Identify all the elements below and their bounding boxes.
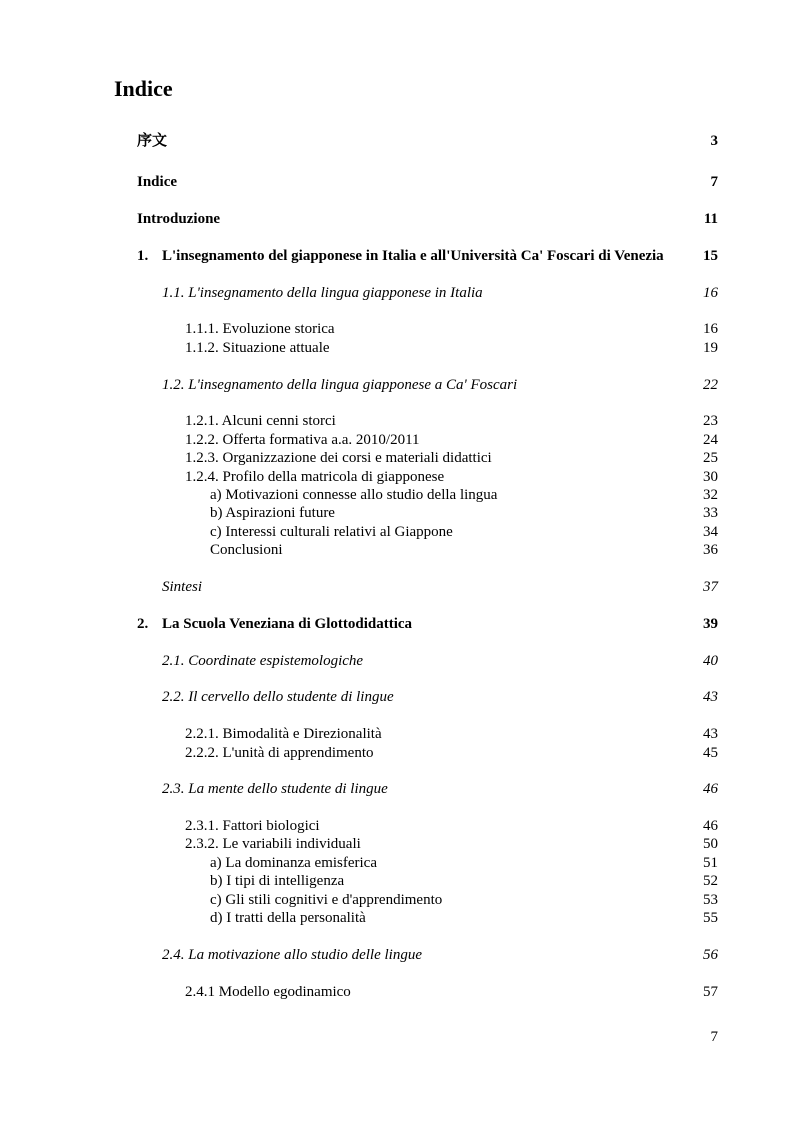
- chapter-number: 1.: [137, 248, 149, 264]
- toc-subsection[interactable]: [0, 816, 718, 836]
- toc-entry[interactable]: [0, 209, 718, 229]
- toc-entry-page: 56: [703, 947, 718, 963]
- toc-section[interactable]: [0, 687, 718, 707]
- chapter-number: 2.: [137, 616, 149, 632]
- toc-item[interactable]: [0, 522, 718, 542]
- toc-item[interactable]: [0, 871, 718, 891]
- toc-entry-page: 37: [703, 579, 718, 595]
- toc-entry-label: Introduzione: [137, 211, 221, 227]
- toc-section[interactable]: [0, 779, 718, 799]
- toc-entry-label: 1.2.1. Alcuni cenni storci: [185, 413, 336, 429]
- toc-entry-label: 1.1.1. Evoluzione storica: [185, 321, 335, 337]
- toc-item[interactable]: [0, 503, 718, 523]
- toc-entry-label: 2.3.2. Le variabili individuali: [185, 836, 361, 852]
- toc-entry-page: 51: [703, 855, 718, 871]
- toc-entry-page: 53: [703, 892, 718, 908]
- toc-entry-page: 46: [703, 781, 718, 797]
- toc-section[interactable]: [0, 577, 718, 597]
- toc-entry[interactable]: [0, 131, 718, 151]
- toc-entry-page: 25: [703, 450, 718, 466]
- toc-item[interactable]: [0, 540, 718, 560]
- page-number: 7: [710, 1029, 718, 1045]
- toc-item[interactable]: [0, 908, 718, 928]
- toc-item[interactable]: [0, 485, 718, 505]
- toc-entry-label: 2.4. La motivazione allo studio delle lingue: [162, 947, 422, 963]
- toc-entry-page: 57: [703, 984, 718, 1000]
- toc-entry-page: 39: [703, 616, 718, 632]
- toc-item[interactable]: [0, 853, 718, 873]
- toc-entry-page: 30: [703, 469, 718, 485]
- toc-subsection[interactable]: [0, 724, 718, 744]
- toc-chapter-2[interactable]: [0, 614, 718, 634]
- toc-entry-page: 7: [710, 174, 718, 190]
- toc-entry-label: 序文: [137, 133, 168, 149]
- toc-subsection[interactable]: [0, 411, 718, 431]
- toc-entry-label: 2.3. La mente dello studente di lingue: [162, 781, 388, 797]
- chapter-title: La Scuola Veneziana di Glottodidattica: [162, 616, 413, 632]
- toc-entry-page: 11: [703, 211, 718, 227]
- toc-entry-label: c) Gli stili cognitivi e d'apprendimento: [210, 892, 443, 908]
- page-title: Indice: [114, 76, 173, 101]
- toc-subsection[interactable]: [0, 834, 718, 854]
- toc-entry-label: a) Motivazioni connesse allo studio della lingua: [210, 487, 498, 503]
- toc-entry-label: 1.2. L'insegnamento della lingua giapponese a Ca' Foscari: [162, 377, 518, 393]
- toc-section[interactable]: [0, 945, 718, 965]
- toc-entry-label: 1.1.2. Situazione attuale: [185, 340, 330, 356]
- toc-entry-label: Sintesi: [162, 579, 202, 595]
- toc-subsection[interactable]: [0, 743, 718, 763]
- toc-entry-label: [137, 246, 664, 266]
- toc-entry-label: 2.2. Il cervello dello studente di lingue: [162, 689, 394, 705]
- toc-entry-page: 33: [703, 505, 718, 521]
- toc-entry-label: Indice: [137, 174, 178, 190]
- toc-entry-page: 16: [703, 321, 718, 337]
- toc-subsection[interactable]: [0, 448, 718, 468]
- toc-entry-page: 43: [703, 689, 718, 705]
- toc-entry-label: a) La dominanza emisferica: [210, 855, 377, 871]
- toc-entry-label: d) I tratti della personalità: [210, 910, 366, 926]
- toc-subsection[interactable]: [0, 319, 718, 339]
- toc-entry-page: 32: [703, 487, 718, 503]
- toc-entry-label: 2.4.1 Modello egodinamico: [185, 984, 351, 1000]
- toc-entry-label: 1.2.4. Profilo della matricola di giapponese: [185, 469, 445, 485]
- toc-entry-label: 1.2.3. Organizzazione dei corsi e materiali didattici: [185, 450, 492, 466]
- toc-entry-page: 55: [703, 910, 718, 926]
- toc-entry-label: 2.2.1. Bimodalità e Direzionalità: [185, 726, 382, 742]
- toc-entry-page: 43: [703, 726, 718, 742]
- toc-item[interactable]: [0, 890, 718, 910]
- chapter-title: L'insegnamento del giapponese in Italia e all'Università Ca' Foscari di Venezia: [162, 248, 664, 264]
- toc-section[interactable]: [0, 375, 718, 395]
- toc-entry-label: 1.2.2. Offerta formativa a.a. 2010/2011: [185, 432, 420, 448]
- toc-entry-label: 1.1. L'insegnamento della lingua giapponese in Italia: [162, 285, 483, 301]
- toc-subsection[interactable]: [0, 982, 718, 1002]
- toc-entry-page: 19: [703, 340, 718, 356]
- toc-entry-page: 16: [703, 285, 718, 301]
- toc-chapter-1[interactable]: [0, 246, 718, 266]
- toc-section[interactable]: [0, 283, 718, 303]
- toc-entry-page: 23: [703, 413, 718, 429]
- toc-entry-label: Conclusioni: [210, 542, 283, 558]
- toc-entry-page: 52: [703, 873, 718, 889]
- toc-entry-label: 2.2.2. L'unità di apprendimento: [185, 745, 374, 761]
- toc-entry-page: 3: [710, 133, 718, 149]
- toc-entry-label: b) Aspirazioni future: [210, 505, 335, 521]
- toc-entry-page: 22: [703, 377, 718, 393]
- toc-subsection[interactable]: [0, 467, 718, 487]
- toc-entry-label: c) Interessi culturali relativi al Giappone: [210, 524, 453, 540]
- toc-entry-page: 40: [703, 653, 718, 669]
- toc-entry-page: 46: [703, 818, 718, 834]
- toc-entry-label: b) I tipi di intelligenza: [210, 873, 345, 889]
- toc-entry-page: 34: [703, 524, 718, 540]
- toc-entry-label: [137, 614, 412, 634]
- toc-entry-page: 50: [703, 836, 718, 852]
- toc-entry-page: 36: [703, 542, 718, 558]
- toc-entry-label: 2.3.1. Fattori biologici: [185, 818, 320, 834]
- toc-entry-page: 24: [703, 432, 718, 448]
- toc-entry[interactable]: [0, 172, 718, 192]
- toc-entry-page: 45: [703, 745, 718, 761]
- toc-subsection[interactable]: [0, 338, 718, 358]
- toc-entry-page: 15: [703, 248, 718, 264]
- toc-section[interactable]: [0, 651, 718, 671]
- toc-subsection[interactable]: [0, 430, 718, 450]
- toc-entry-label: 2.1. Coordinate espistemologiche: [162, 653, 364, 669]
